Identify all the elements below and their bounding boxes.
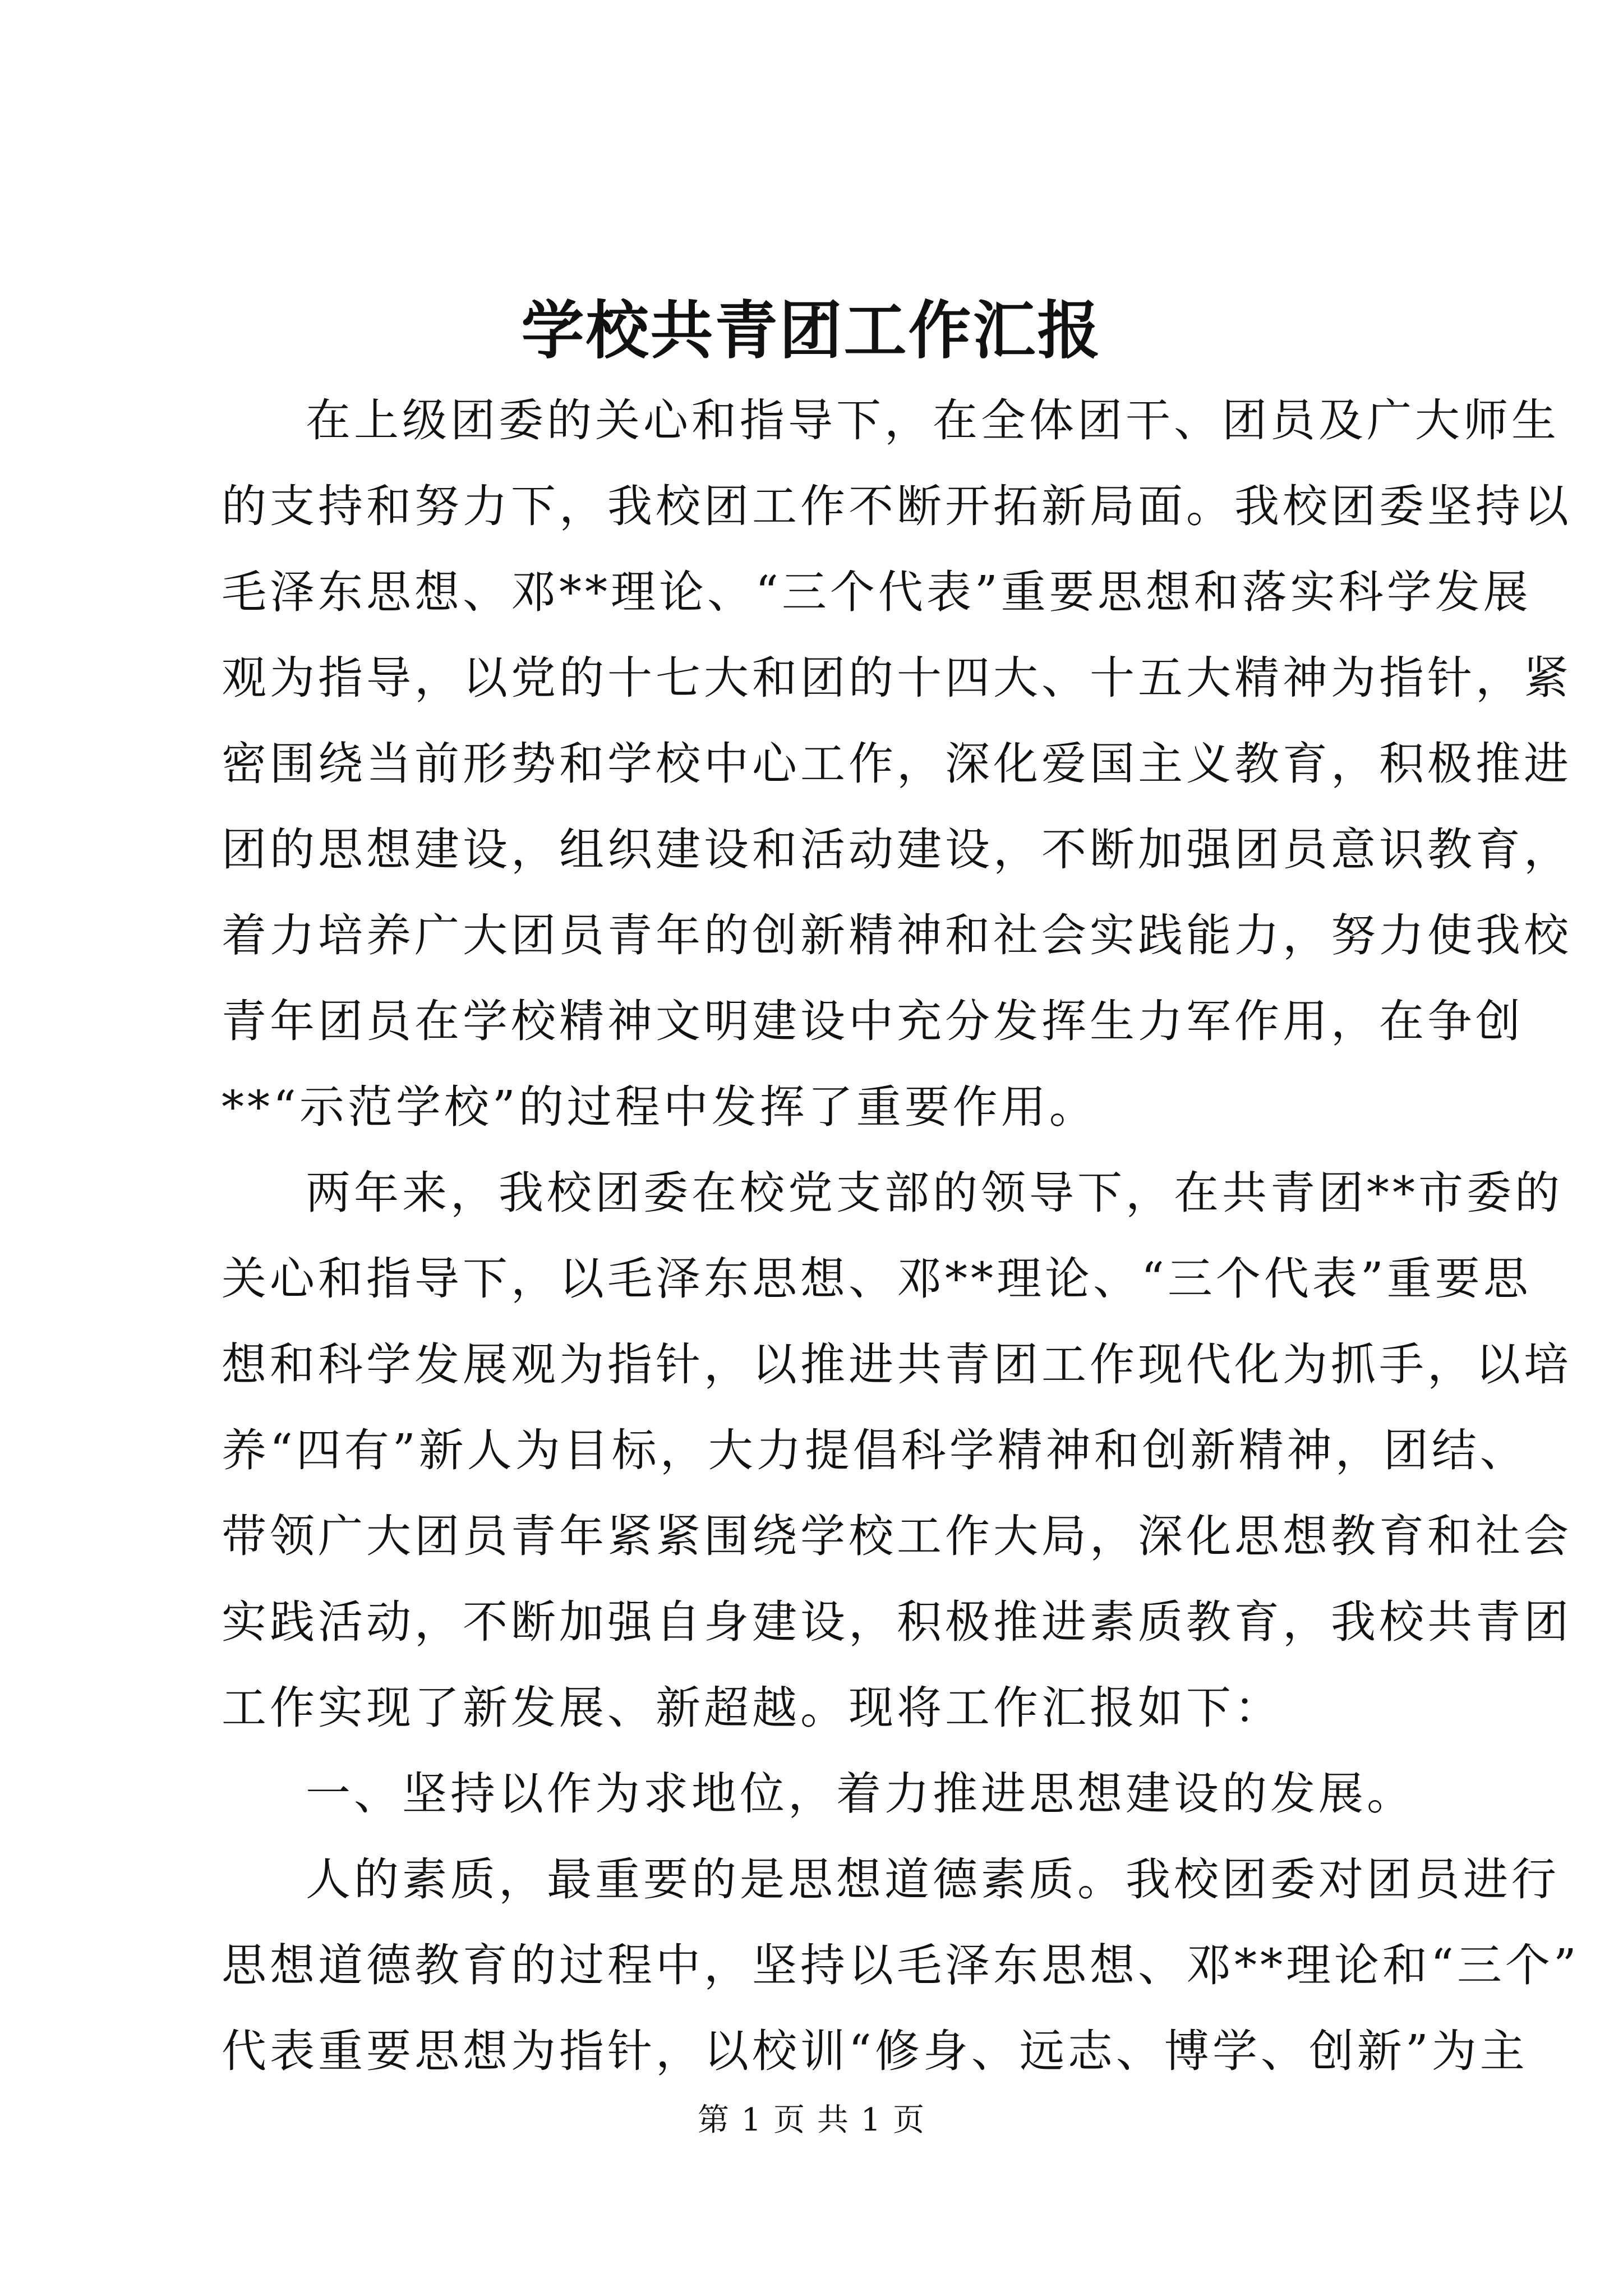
paragraph-1-line-4: 观为指导，以党的十七大和团的十四大、十五大精神为指针，紧 [222, 652, 1572, 704]
document-title: 学校共青团工作汇报 [521, 294, 1102, 367]
paragraph-1-line-7: 着力培养广大团员青年的创新精神和社会实践能力，努力使我校 [222, 909, 1572, 961]
paragraph-2-line-6: 实践活动，不断加强自身建设，积极推进素质教育，我校共青团 [222, 1596, 1572, 1648]
paragraph-1-line-5: 密围绕当前形势和学校中心工作，深化爱国主义教育，积极推进 [222, 738, 1572, 790]
paragraph-1-line-6: 团的思想建设，组织建设和活动建设，不断加强团员意识教育， [222, 823, 1572, 876]
paragraph-1-line-8: 青年团员在学校精神文明建设中充分发挥生力军作用，在争创 [222, 995, 1524, 1047]
paragraph-1-line-1: 在上级团委的关心和指导下，在全体团干、团员及广大师生 [306, 394, 1560, 447]
paragraph-2-line-2: 关心和指导下，以毛泽东思想、邓**理论、“三个代表”重要思 [222, 1253, 1532, 1305]
paragraph-1-line-3: 毛泽东思想、邓**理论、“三个代表”重要思想和落实科学发展 [222, 566, 1532, 618]
paragraph-2-line-1: 两年来，我校团委在校党支部的领导下，在共青团**市委的 [306, 1167, 1563, 1219]
paragraph-3-line-3: 代表重要思想为指针，以校训“修身、远志、博学、创新”为主 [222, 2025, 1528, 2077]
paragraph-2-line-7: 工作实现了新发展、新超越。现将工作汇报如下： [222, 1682, 1283, 1734]
paragraph-2-line-5: 带领广大团员青年紧紧围绕学校工作大局，深化思想教育和社会 [222, 1510, 1572, 1562]
paragraph-2-line-4: 养“四有”新人为目标，大力提倡科学精神和创新精神，团结、 [222, 1424, 1528, 1476]
paragraph-3-line-2: 思想道德教育的过程中，坚持以毛泽东思想、邓**理论和“三个” [222, 1939, 1580, 1991]
paragraph-1-line-2: 的支持和努力下，我校团工作不断开拓新局面。我校团委坚持以 [222, 480, 1572, 532]
page-number-footer: 第 1 页 共 1 页 [697, 2102, 926, 2138]
section-heading-1: 一、坚持以作为求地位，着力推进思想建设的发展。 [306, 1768, 1415, 1820]
paragraph-3-line-1: 人的素质，最重要的是思想道德素质。我校团委对团员进行 [306, 1853, 1560, 1906]
paragraph-2-line-3: 想和科学发展观为指针，以推进共青团工作现代化为抓手，以培 [222, 1338, 1572, 1391]
paragraph-1-line-9: **“示范学校”的过程中发挥了重要作用。 [222, 1081, 1098, 1133]
